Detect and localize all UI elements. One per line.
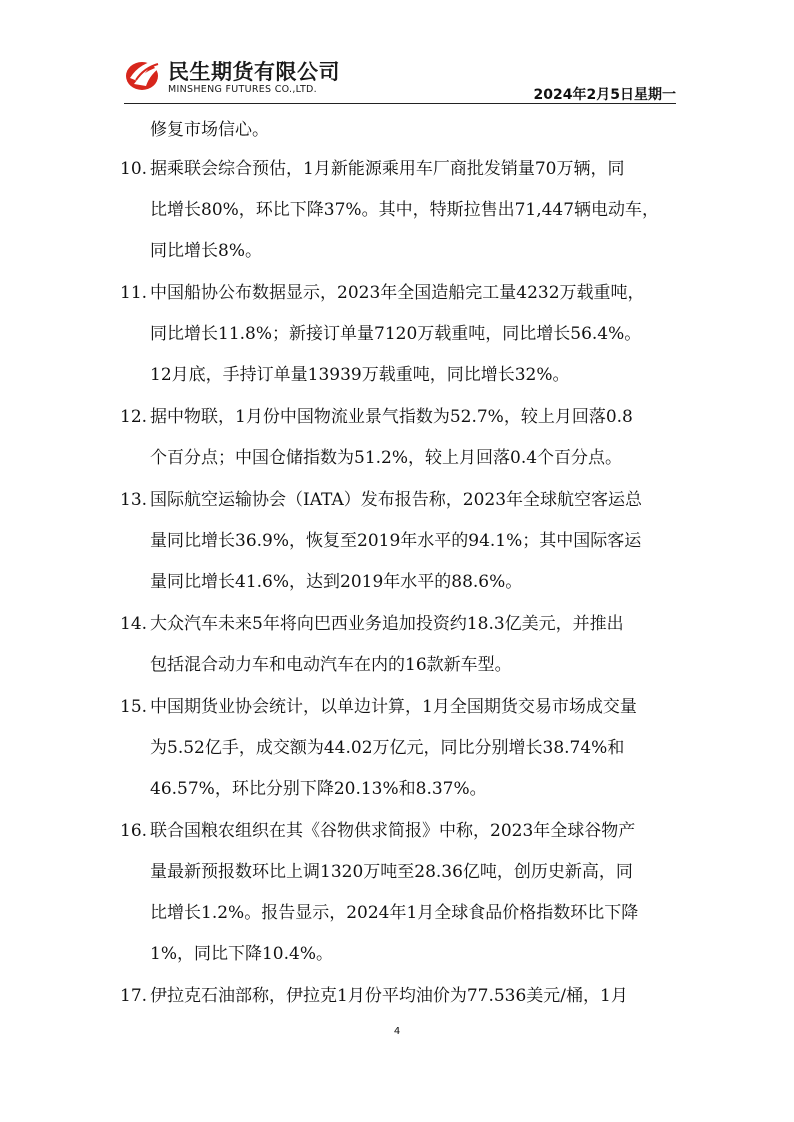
item-number: 14.: [120, 614, 148, 634]
item-number: 12.: [120, 407, 148, 427]
paragraph-line: 比增长1.2%。报告显示，2024年1月全球食品价格指数环比下降: [150, 903, 639, 923]
paragraph-line: 国际航空运输协会（IATA）发布报告称，2023年全球航空客运总: [150, 490, 643, 510]
paragraph-line: 据乘联会综合预估，1月新能源乘用车厂商批发销量70万辆，同: [150, 159, 625, 179]
paragraph-line: 量最新预报数环比上调1320万吨至28.36亿吨，创历史新高，同: [150, 862, 633, 882]
page-header: [124, 52, 676, 104]
header-date: 2024年2月5日星期一: [533, 87, 676, 103]
header-divider: [124, 103, 676, 104]
paragraph-line: 46.57%，环比分别下降20.13%和8.37%。: [150, 779, 487, 799]
paragraph-line: 中国船协公布数据显示，2023年全国造船完工量4232万载重吨，: [150, 283, 645, 303]
paragraph-line: 个百分点；中国仓储指数为51.2%，较上月回落0.4个百分点。: [150, 448, 623, 468]
paragraph-line: 大众汽车未来5年将向巴西业务追加投资约18.3亿美元，并推出: [150, 614, 624, 634]
paragraph-line: 比增长80%，环比下降37%。其中，特斯拉售出71,447辆电动车，: [150, 200, 660, 220]
paragraph-line: 量同比增长36.9%，恢复至2019年水平的94.1%；其中国际客运: [150, 531, 642, 551]
paragraph-line: 同比增长8%。: [150, 241, 262, 261]
item-number: 15.: [120, 697, 148, 717]
item-number: 17.: [120, 986, 148, 1006]
page-number: 4: [393, 1026, 401, 1037]
company-name-en: MINSHENG FUTURES CO.,LTD.: [168, 84, 317, 95]
minsheng-logo-icon: [124, 56, 164, 92]
item-number: 16.: [120, 821, 148, 841]
paragraph-line: 同比增长11.8%；新接订单量7120万载重吨，同比增长56.4%。: [150, 324, 642, 344]
company-name-cn: 民生期货有限公司: [168, 60, 340, 84]
item-number: 10.: [120, 159, 148, 179]
paragraph-line: 量同比增长41.6%，达到2019年水平的88.6%。: [150, 572, 523, 592]
item-number: 13.: [120, 490, 148, 510]
paragraph-line: 中国期货业协会统计，以单边计算，1月全国期货交易市场成交量: [150, 697, 637, 717]
paragraph-line: 伊拉克石油部称，伊拉克1月份平均油价为77.536美元/桶，1月: [150, 986, 628, 1006]
paragraph-line: 12月底，手持订单量13939万载重吨，同比增长32%。: [150, 365, 570, 385]
paragraph-line: 联合国粮农组织在其《谷物供求简报》中称，2023年全球谷物产: [150, 821, 636, 841]
paragraph-line: 修复市场信心。: [150, 120, 269, 140]
paragraph-line: 包括混合动力车和电动汽车在内的16款新车型。: [150, 655, 512, 675]
paragraph-line: 为5.52亿手，成交额为44.02万亿元，同比分别增长38.74%和: [150, 738, 625, 758]
item-number: 11.: [120, 283, 148, 303]
paragraph-line: 1%，同比下降10.4%。: [150, 944, 333, 964]
paragraph-line: 据中物联，1月份中国物流业景气指数为52.7%，较上月回落0.8: [150, 407, 633, 427]
